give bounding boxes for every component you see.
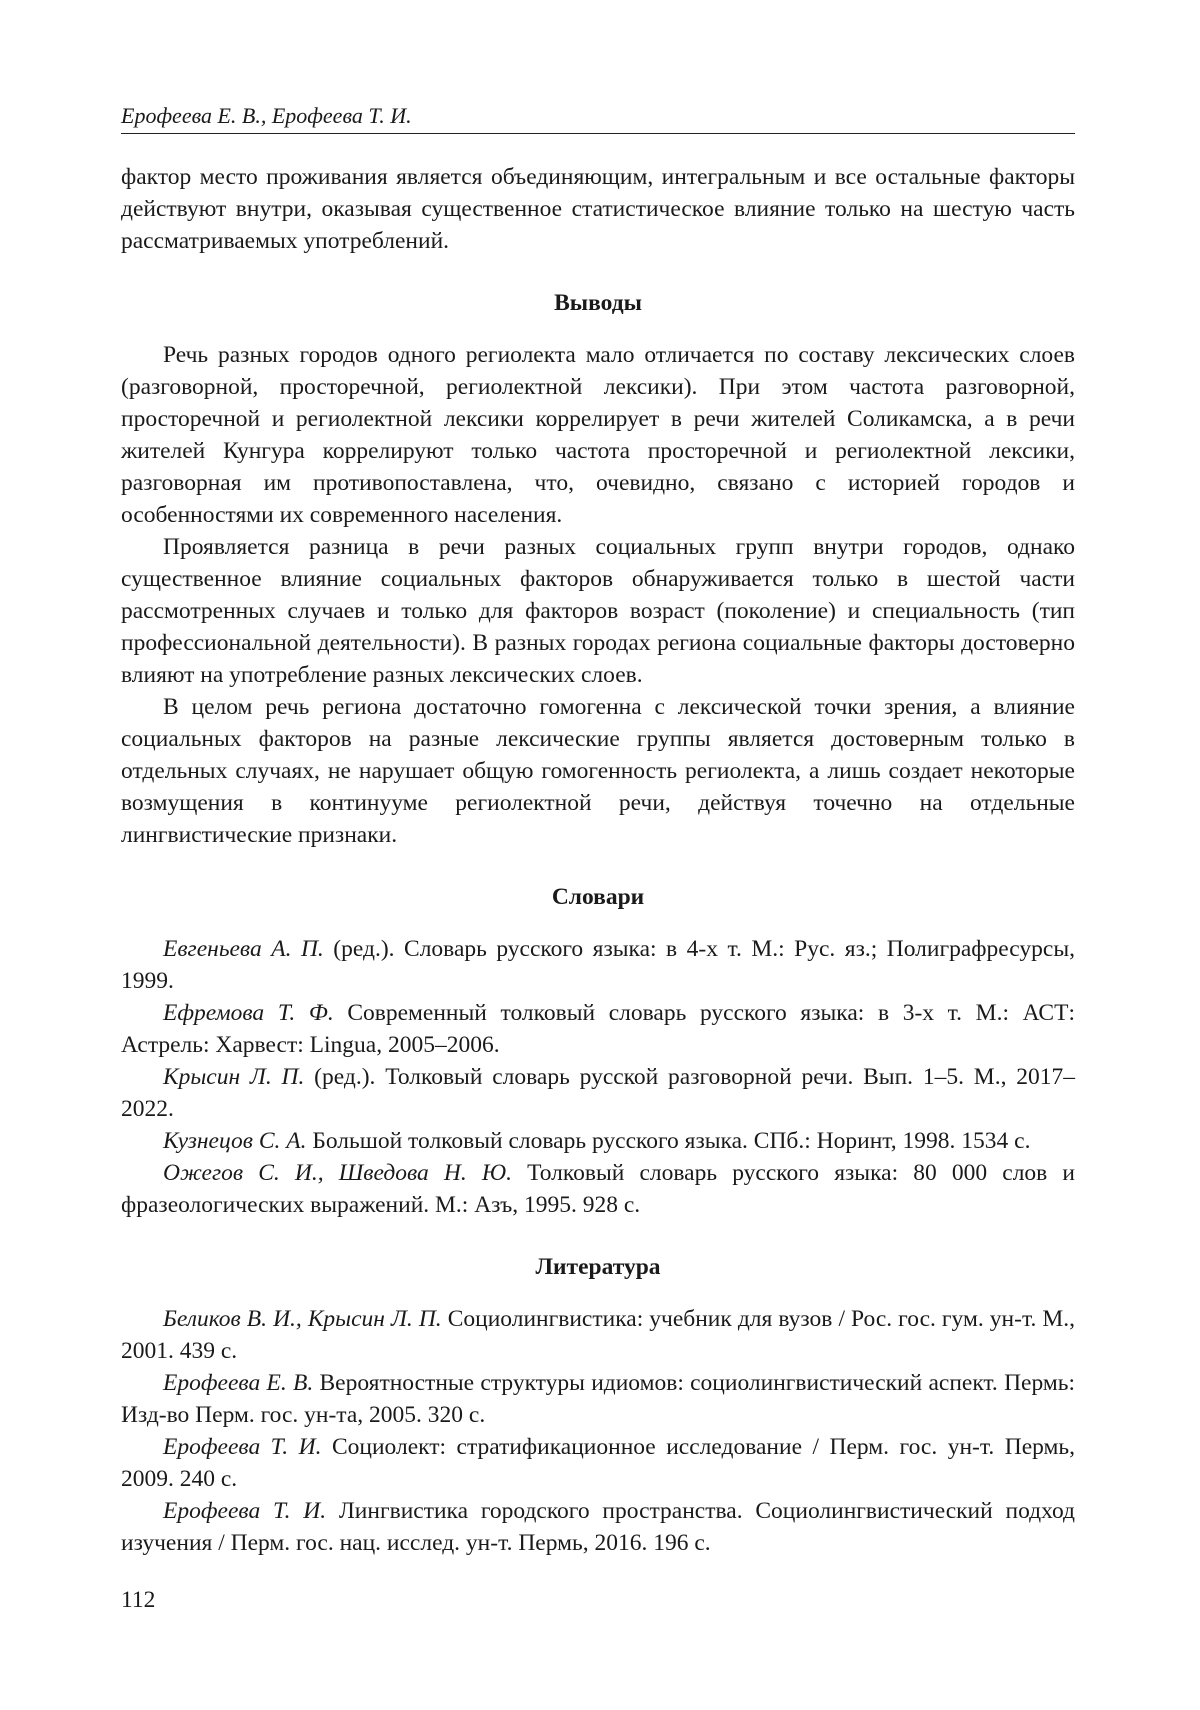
entry-text: (ред.). Толковый словарь русской разговорной речи. Вып. 1–5. М., 2017–2022. (121, 1064, 1076, 1122)
dictionary-entry (121, 1061, 1075, 1125)
literature-entry (121, 1431, 1075, 1495)
entry-author: Кузнецов С. А. (163, 1128, 307, 1154)
entry-text: Толковый словарь русского языка: 80 000 слов и фразеологических выражений. М.: Азъ, 1995. 928 с. (121, 1160, 1075, 1218)
literature-entry (121, 1367, 1075, 1431)
entry-text: Вероятностные структуры идиомов: социолингвистический аспект. Пермь: Изд-во Перм. гос. ун-та, 2005. 320 с. (121, 1370, 1075, 1428)
dictionary-entry (121, 997, 1075, 1061)
entry-author: Крысин Л. П. (163, 1064, 305, 1090)
literature-entry (121, 1303, 1075, 1367)
conclusions-heading: Выводы (554, 290, 642, 316)
conclusions-paragraph: Речь разных городов одного региолекта мало отличается по составу лексических слоев (разговорной, просторечной, региолектной лексики). При этом частота разговорной, просторечной и региолектной лексики коррелирует в речи жителей Соликамска, а в речи жителей Кунгура коррелируют только частота просторечной и региолектной лексики, разговорная им противопоставлена, что, очевидно, связано с историей городов и особенностями их современного населения. (121, 342, 1075, 528)
entry-text: Современный толковый словарь русского языка: в 3-х т. М.: АСТ: Астрель: Харвест: Lingua, 2005–2006. (121, 1000, 1075, 1058)
entry-author: Евгеньева А. П. (163, 936, 324, 962)
dictionary-entry (121, 1125, 1075, 1157)
dictionary-entry (121, 933, 1075, 997)
dictionaries-heading: Словари (551, 884, 645, 910)
entry-author: Беликов В. И., Крысин Л. П. (163, 1306, 442, 1332)
conclusions-paragraph: Проявляется разница в речи разных социальных групп внутри городов, однако существенное влияние социальных факторов обнаруживается только в шестой части рассмотренных случаев и только для факторов возраст (поколение) и специальность (тип профессиональной деятельности). В разных городах региона социальные факторы достоверно влияют на употребление разных лексических слоев. (121, 534, 1075, 688)
conclusions-paragraph: В целом речь региона достаточно гомогенна с лексической точки зрения, а влияние социальных факторов на разные лексические группы является достоверным только в отдельных случаях, не нарушает общую гомогенность региолекта, а лишь создает некоторые возмущения в континууме региолектной речи, действуя точечно на отдельные лингвистические признаки. (121, 694, 1075, 848)
entry-author: Ерофеева Т. И. (163, 1498, 327, 1524)
entry-text: (ред.). Словарь русского языка: в 4-х т. М.: Рус. яз.; Полиграфресурсы, 1999. (121, 936, 1075, 994)
entry-author: Ефремова Т. Ф. (163, 1000, 334, 1026)
entry-author: Ерофеева Т. И. (163, 1434, 322, 1460)
entry-text: Большой толковый словарь русского языка. СПб.: Норинт, 1998. 1534 с. (306, 1128, 1031, 1154)
entry-text: Социолект: стратификационное исследование / Перм. гос. ун-т. Пермь, 2009. 240 с. (121, 1434, 1075, 1492)
entry-text: Социолингвистика: учебник для вузов / Рос. гос. гум. ун-т. М., 2001. 439 с. (121, 1306, 1076, 1364)
running-head: Ерофеева Е. В., Ерофеева Т. И. (121, 103, 412, 128)
intro-paragraph: фактор место проживания является объединяющим, интегральным и все остальные факторы действуют внутри, оказывая существенное статистическое влияние только на шестую часть рассматриваемых употреблений. (121, 164, 1075, 254)
literature-heading: Литература (535, 1254, 661, 1280)
dictionary-entry (121, 1157, 1075, 1221)
entry-text: Лингвистика городского пространства. Социолингвистический подход изучения / Перм. гос. нац. исслед. ун-т. Пермь, 2016. 196 с. (121, 1498, 1075, 1556)
entry-author: Ожегов С. И., Шведова Н. Ю. (163, 1160, 513, 1186)
entry-author: Ерофеева Е. В. (163, 1370, 314, 1396)
page-number: 112 (121, 1587, 156, 1613)
header-rule (121, 133, 1075, 134)
page-body (121, 161, 1075, 1559)
literature-entry (121, 1495, 1075, 1559)
